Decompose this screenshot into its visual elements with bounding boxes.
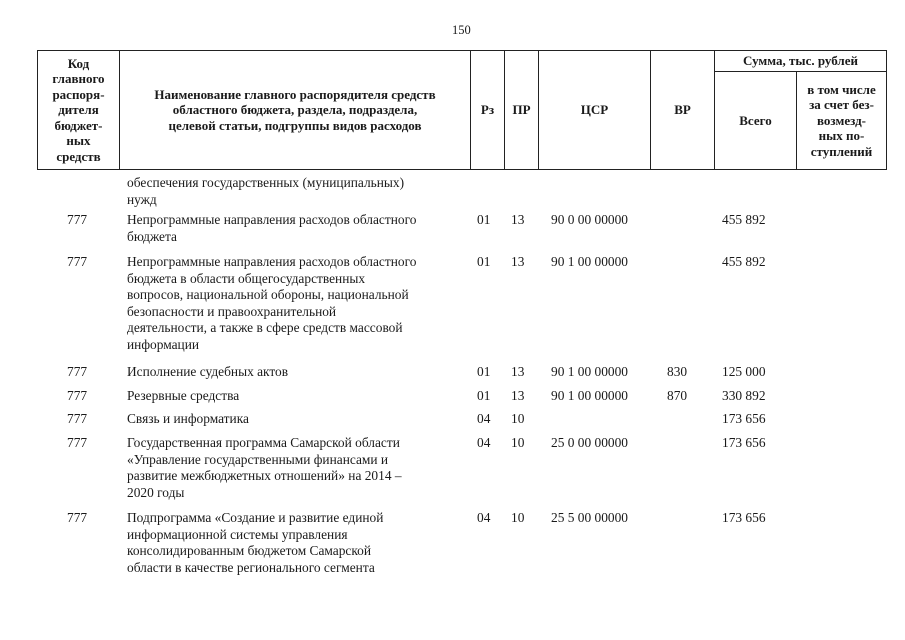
row-code: 777 — [67, 510, 88, 525]
row-name: Государственная программа Самарской области «Управление государственными финансами и развитие межбюджетных отношений» на 2014 – 2020 годы — [127, 435, 402, 500]
header-rz: Рз — [480, 102, 495, 118]
row-name: Подпрограмма «Создание и развитие единой информационной системы управления консолидированным бюджетом Самарской области в качестве регионального сегмента — [127, 510, 384, 575]
row-total: 330 892 — [722, 388, 766, 403]
header-free: в том числе за счет без- возмезд- ных по- ступлений — [807, 81, 876, 159]
header-name: Наименование главного распорядителя средств областного бюджета, раздела, подраздела, целевой статьи, подгруппы видов расходов — [154, 86, 436, 133]
row-csr: 25 0 00 00000 — [551, 435, 628, 450]
row-name: Исполнение судебных актов — [127, 364, 289, 379]
row-code: 777 — [67, 388, 88, 403]
row-csr: 90 0 00 00000 — [551, 212, 628, 227]
row-csr: 90 1 00 00000 — [551, 388, 628, 403]
row-total: 173 656 — [722, 435, 766, 450]
row-name: Резервные средства — [127, 388, 240, 403]
header-total: Всего — [739, 112, 772, 128]
header-pr: ПР — [512, 102, 531, 118]
row-rz: 04 — [477, 411, 491, 426]
row-name: Связь и информатика — [127, 411, 249, 426]
row-rz: 04 — [477, 510, 491, 525]
row-total: 455 892 — [722, 254, 766, 269]
row-code: 777 — [67, 212, 88, 227]
row-vr: 870 — [667, 388, 688, 403]
row-name: Непрограммные направления расходов областного бюджета — [127, 212, 417, 244]
row-pr: 13 — [511, 364, 525, 379]
row-rz: 01 — [477, 364, 491, 379]
row-pr: 13 — [511, 388, 525, 403]
header-csr: ЦСР — [580, 102, 609, 118]
row-total: 173 656 — [722, 510, 766, 525]
row-total: 173 656 — [722, 411, 766, 426]
row-pr: 13 — [511, 212, 525, 227]
row-total: 455 892 — [722, 212, 766, 227]
row-csr: 90 1 00 00000 — [551, 364, 628, 379]
row-csr: 90 1 00 00000 — [551, 254, 628, 269]
row-name: обеспечения государственных (муниципальных) нужд — [127, 175, 405, 207]
row-pr: 10 — [511, 435, 525, 450]
page-number: 150 — [452, 23, 471, 37]
row-code: 777 — [67, 254, 88, 269]
row-total: 125 000 — [722, 364, 766, 379]
row-pr: 10 — [511, 411, 525, 426]
row-code: 777 — [67, 364, 88, 379]
row-rz: 01 — [477, 388, 491, 403]
row-code: 777 — [67, 411, 88, 426]
row-code: 777 — [67, 435, 88, 450]
row-pr: 13 — [511, 254, 525, 269]
row-vr: 830 — [667, 364, 688, 379]
row-pr: 10 — [511, 510, 525, 525]
row-csr: 25 5 00 00000 — [551, 510, 628, 525]
header-vr: ВР — [674, 102, 691, 118]
table-header — [37, 50, 887, 170]
row-rz: 01 — [477, 212, 491, 227]
row-rz: 01 — [477, 254, 491, 269]
row-name: Непрограммные направления расходов областного бюджета в области общегосударственных вопросов, национальной обороны, национальной безопасности и правоохранительной деятельности, а также в сфере средств массовой информации — [127, 254, 417, 352]
header-sum: Сумма, тыс. рублей — [743, 53, 858, 69]
row-rz: 04 — [477, 435, 491, 450]
header-code: Код главного распоря- дителя бюджет- ных средств — [52, 55, 105, 164]
